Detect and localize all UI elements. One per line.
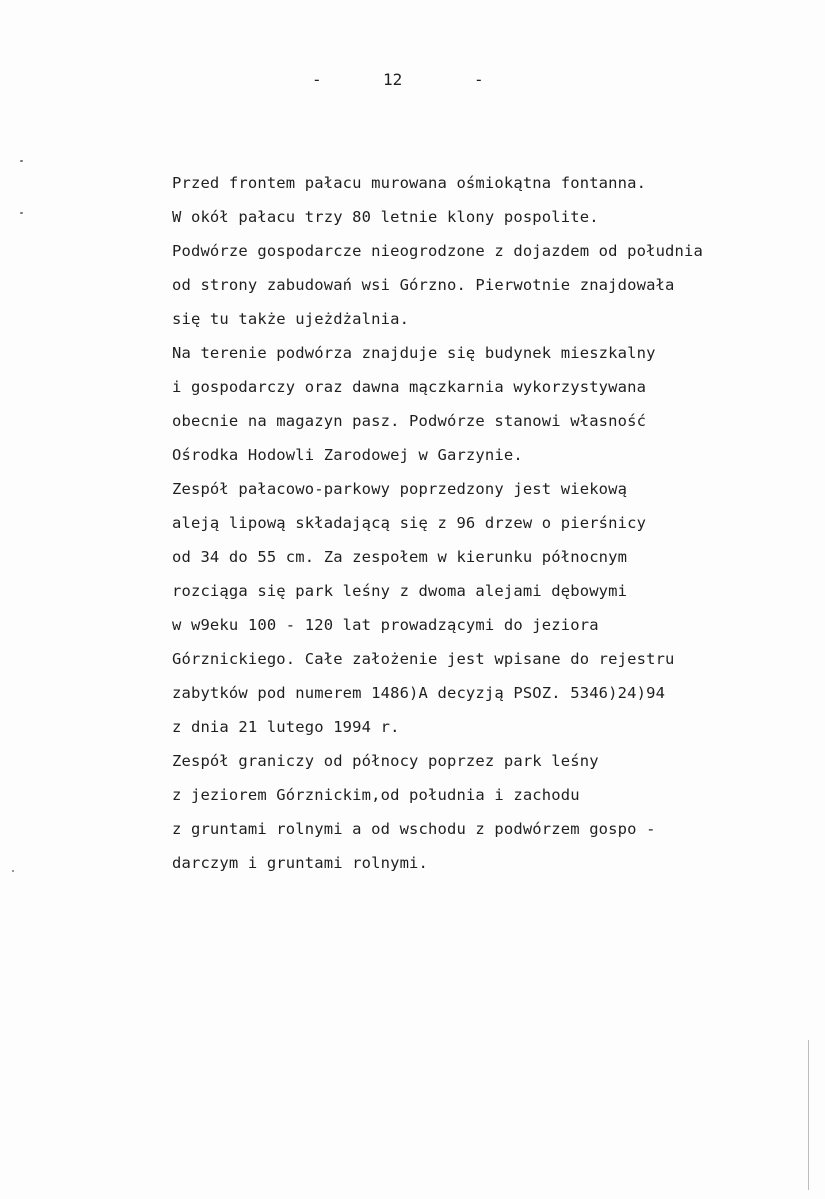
- text-line-9: Ośrodka Hodowli Zarodowej w Garzynie.: [172, 446, 523, 464]
- text-line-7: i gospodarczy oraz dawna mączkarnia wykorzystywana: [172, 378, 647, 396]
- body-text: [172, 171, 772, 885]
- margin-speck: [12, 870, 14, 872]
- text-line-21: darczym i gruntami rolnymi.: [172, 854, 429, 872]
- text-line-2: W okół pałacu trzy 80 letnie klony pospolite.: [172, 208, 599, 226]
- text-line-6: Na terenie podwórza znajduje się budynek mieszkalny: [172, 344, 656, 362]
- text-line-5: się tu także ujeżdżalnia.: [172, 310, 410, 328]
- text-line-3: Podwórze gospodarcze nieogrodzone z dojazdem od południa: [172, 242, 703, 260]
- text-line-10: Zespół pałacowo-parkowy poprzedzony jest wiekową: [172, 480, 628, 498]
- text-line-20: z gruntami rolnymi a od wschodu z podwórzem gospo -: [172, 820, 656, 838]
- text-line-18: Zespół graniczy od północy poprzez park leśny: [172, 752, 599, 770]
- text-line-4: od strony zabudowań wsi Górzno. Pierwotnie znajdowała: [172, 276, 675, 294]
- margin-speck: [20, 212, 23, 214]
- text-line-14: w w9eku 100 - 120 lat prowadzącymi do jeziora: [172, 616, 599, 634]
- text-line-11: aleją lipową składającą się z 96 drzew o pierśnicy: [172, 514, 647, 532]
- text-line-8: obecnie na magazyn pasz. Podwórze stanowi własność: [172, 412, 647, 430]
- text-line-17: z dnia 21 lutego 1994 r.: [172, 718, 400, 736]
- text-line-13: rozciąga się park leśny z dwoma alejami dębowymi: [172, 582, 628, 600]
- text-line-15: Górznickiego. Całe założenie jest wpisane do rejestru: [172, 650, 675, 668]
- page-header: [0, 70, 825, 94]
- margin-speck: [20, 160, 23, 162]
- text-line-16: zabytków pod numerem 1486)A decyzją PSOZ. 5346)24)94: [172, 684, 666, 702]
- scan-edge-line: [808, 1040, 809, 1190]
- header-dash-right: -: [474, 70, 484, 89]
- page-number: 12: [383, 70, 403, 89]
- text-line-1: Przed frontem pałacu murowana ośmiokątna fontanna.: [172, 174, 647, 192]
- header-dash-left: -: [312, 70, 322, 89]
- text-line-19: z jeziorem Górznickim,od południa i zachodu: [172, 786, 580, 804]
- text-line-12: od 34 do 55 cm. Za zespołem w kierunku północnym: [172, 548, 628, 566]
